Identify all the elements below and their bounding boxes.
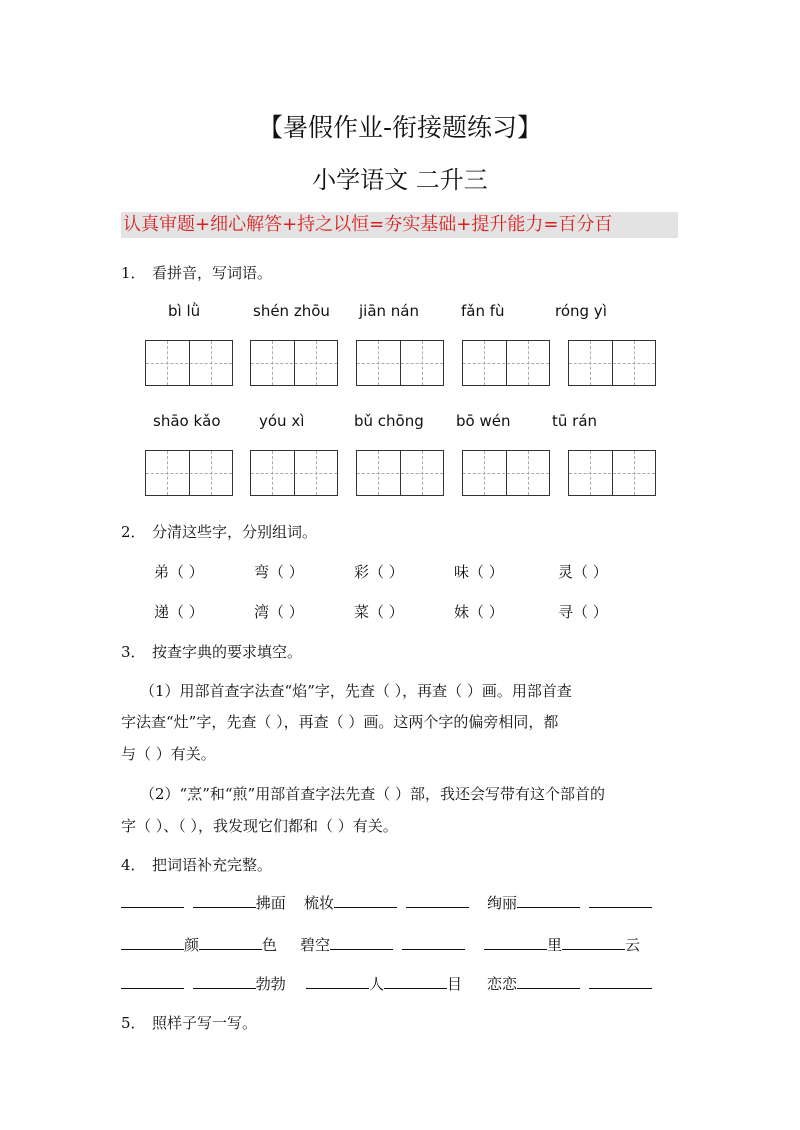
pinyin-label: bì lǜ (168, 302, 201, 320)
blank-line[interactable] (517, 974, 580, 989)
idiom-fill-row (121, 934, 277, 955)
question-3-heading (0, 641, 800, 661)
paragraph-line: （1）用部首查字法查“焰”字，先查（ ），再查（ ）画。用部首查 (140, 682, 572, 700)
idiom-fill-row (484, 934, 640, 955)
word-blank: 弟（ ） (154, 563, 204, 581)
writing-grid[interactable] (250, 450, 338, 496)
paragraph-line: 字（ ）、（ ），我发现它们都和（ ）有关。 (121, 817, 398, 835)
pinyin-label: fǎn fù (461, 302, 505, 320)
question-number: 3． (121, 643, 146, 661)
blank-line[interactable] (121, 974, 184, 989)
idiom-text: 碧空 (300, 936, 331, 954)
question-number: 2． (121, 523, 146, 541)
question-2-heading (0, 521, 800, 541)
blank-line[interactable] (334, 893, 397, 908)
idiom-text: 颜 (184, 936, 200, 954)
word-blank: 递（ ） (154, 603, 204, 621)
pinyin-label: shén zhōu (253, 302, 330, 320)
idiom-fill-row (300, 934, 465, 955)
word-blank: 彩（ ） (354, 563, 404, 581)
pinyin-label: bō wén (456, 412, 511, 430)
blank-line[interactable] (484, 935, 547, 950)
writing-grid[interactable] (462, 450, 550, 496)
idiom-text: 梳妆 (304, 894, 335, 912)
question-text: 分清这些字，分别组词。 (152, 523, 318, 541)
motto-banner: 认真审题+细心解答+持之以恒=夯实基础+提升能力=百分百 (121, 212, 678, 238)
idiom-text: 人 (369, 975, 385, 993)
question-4-heading (0, 854, 800, 874)
blank-line[interactable] (589, 893, 652, 908)
blank-line[interactable] (199, 935, 262, 950)
word-blank: 寻（ ） (558, 603, 608, 621)
question-text: 看拼音，写词语。 (152, 264, 273, 282)
pinyin-label: yóu xì (259, 412, 305, 430)
paragraph-line: （2）“烹”和“煎”用部首查字法先查（ ）部，我还会写带有这个部首的 (140, 785, 605, 803)
writing-grid[interactable] (145, 450, 233, 496)
blank-line[interactable] (562, 935, 625, 950)
blank-line[interactable] (193, 974, 256, 989)
idiom-text: 云 (625, 936, 641, 954)
question-text: 按查字典的要求填空。 (152, 643, 303, 661)
pinyin-label: jiān nán (359, 302, 420, 320)
idiom-fill-row (306, 973, 462, 994)
writing-grid[interactable] (250, 340, 338, 386)
pinyin-label: róng yì (555, 302, 607, 320)
writing-grid[interactable] (356, 450, 444, 496)
blank-line[interactable] (517, 893, 580, 908)
idiom-fill-row (121, 892, 286, 913)
question-text: 把词语补充完整。 (152, 856, 273, 874)
writing-grid[interactable] (145, 340, 233, 386)
paragraph-line: 字法查“灶”字，先查（ ），再查（ ）画。这两个字的偏旁相同，都 (121, 713, 559, 731)
word-blank: 湾（ ） (254, 603, 304, 621)
idiom-text: 色 (262, 936, 278, 954)
blank-line[interactable] (402, 935, 465, 950)
writing-grid[interactable] (462, 340, 550, 386)
idiom-fill-row (487, 973, 652, 994)
question-number: 5． (121, 1014, 146, 1032)
blank-line[interactable] (406, 893, 469, 908)
blank-line[interactable] (330, 935, 393, 950)
word-blank: 妹（ ） (454, 603, 504, 621)
pinyin-label: shāo kǎo (153, 412, 221, 430)
question-1-heading (0, 262, 800, 282)
blank-line[interactable] (384, 974, 447, 989)
idiom-fill-row (121, 973, 286, 994)
pinyin-label: bǔ chōng (354, 412, 424, 430)
question-number: 1． (121, 264, 146, 282)
question-5-heading (0, 1012, 800, 1032)
page-subtitle: 小学语文 二升三 (312, 166, 488, 194)
idiom-text: 勃勃 (255, 975, 286, 993)
idiom-text: 绚丽 (487, 894, 518, 912)
paragraph-line: 与（ ）有关。 (121, 745, 216, 763)
idiom-fill-row (487, 892, 652, 913)
question-text: 照样子写一写。 (152, 1014, 258, 1032)
writing-grid[interactable] (568, 450, 656, 496)
word-blank: 弯（ ） (254, 563, 304, 581)
word-blank: 菜（ ） (354, 603, 404, 621)
idiom-text: 拂面 (255, 894, 286, 912)
idiom-fill-row (304, 892, 469, 913)
page-title: 【暑假作业-衔接题练习】 (257, 113, 543, 142)
word-blank: 灵（ ） (558, 563, 608, 581)
word-blank: 味（ ） (454, 563, 504, 581)
pinyin-label: tū rán (552, 412, 598, 430)
blank-line[interactable] (193, 893, 256, 908)
blank-line[interactable] (121, 893, 184, 908)
idiom-text: 里 (547, 936, 563, 954)
question-number: 4． (121, 856, 146, 874)
idiom-text: 恋恋 (487, 975, 518, 993)
blank-line[interactable] (121, 935, 184, 950)
blank-line[interactable] (589, 974, 652, 989)
writing-grid[interactable] (568, 340, 656, 386)
blank-line[interactable] (306, 974, 369, 989)
writing-grid[interactable] (356, 340, 444, 386)
idiom-text: 目 (447, 975, 463, 993)
